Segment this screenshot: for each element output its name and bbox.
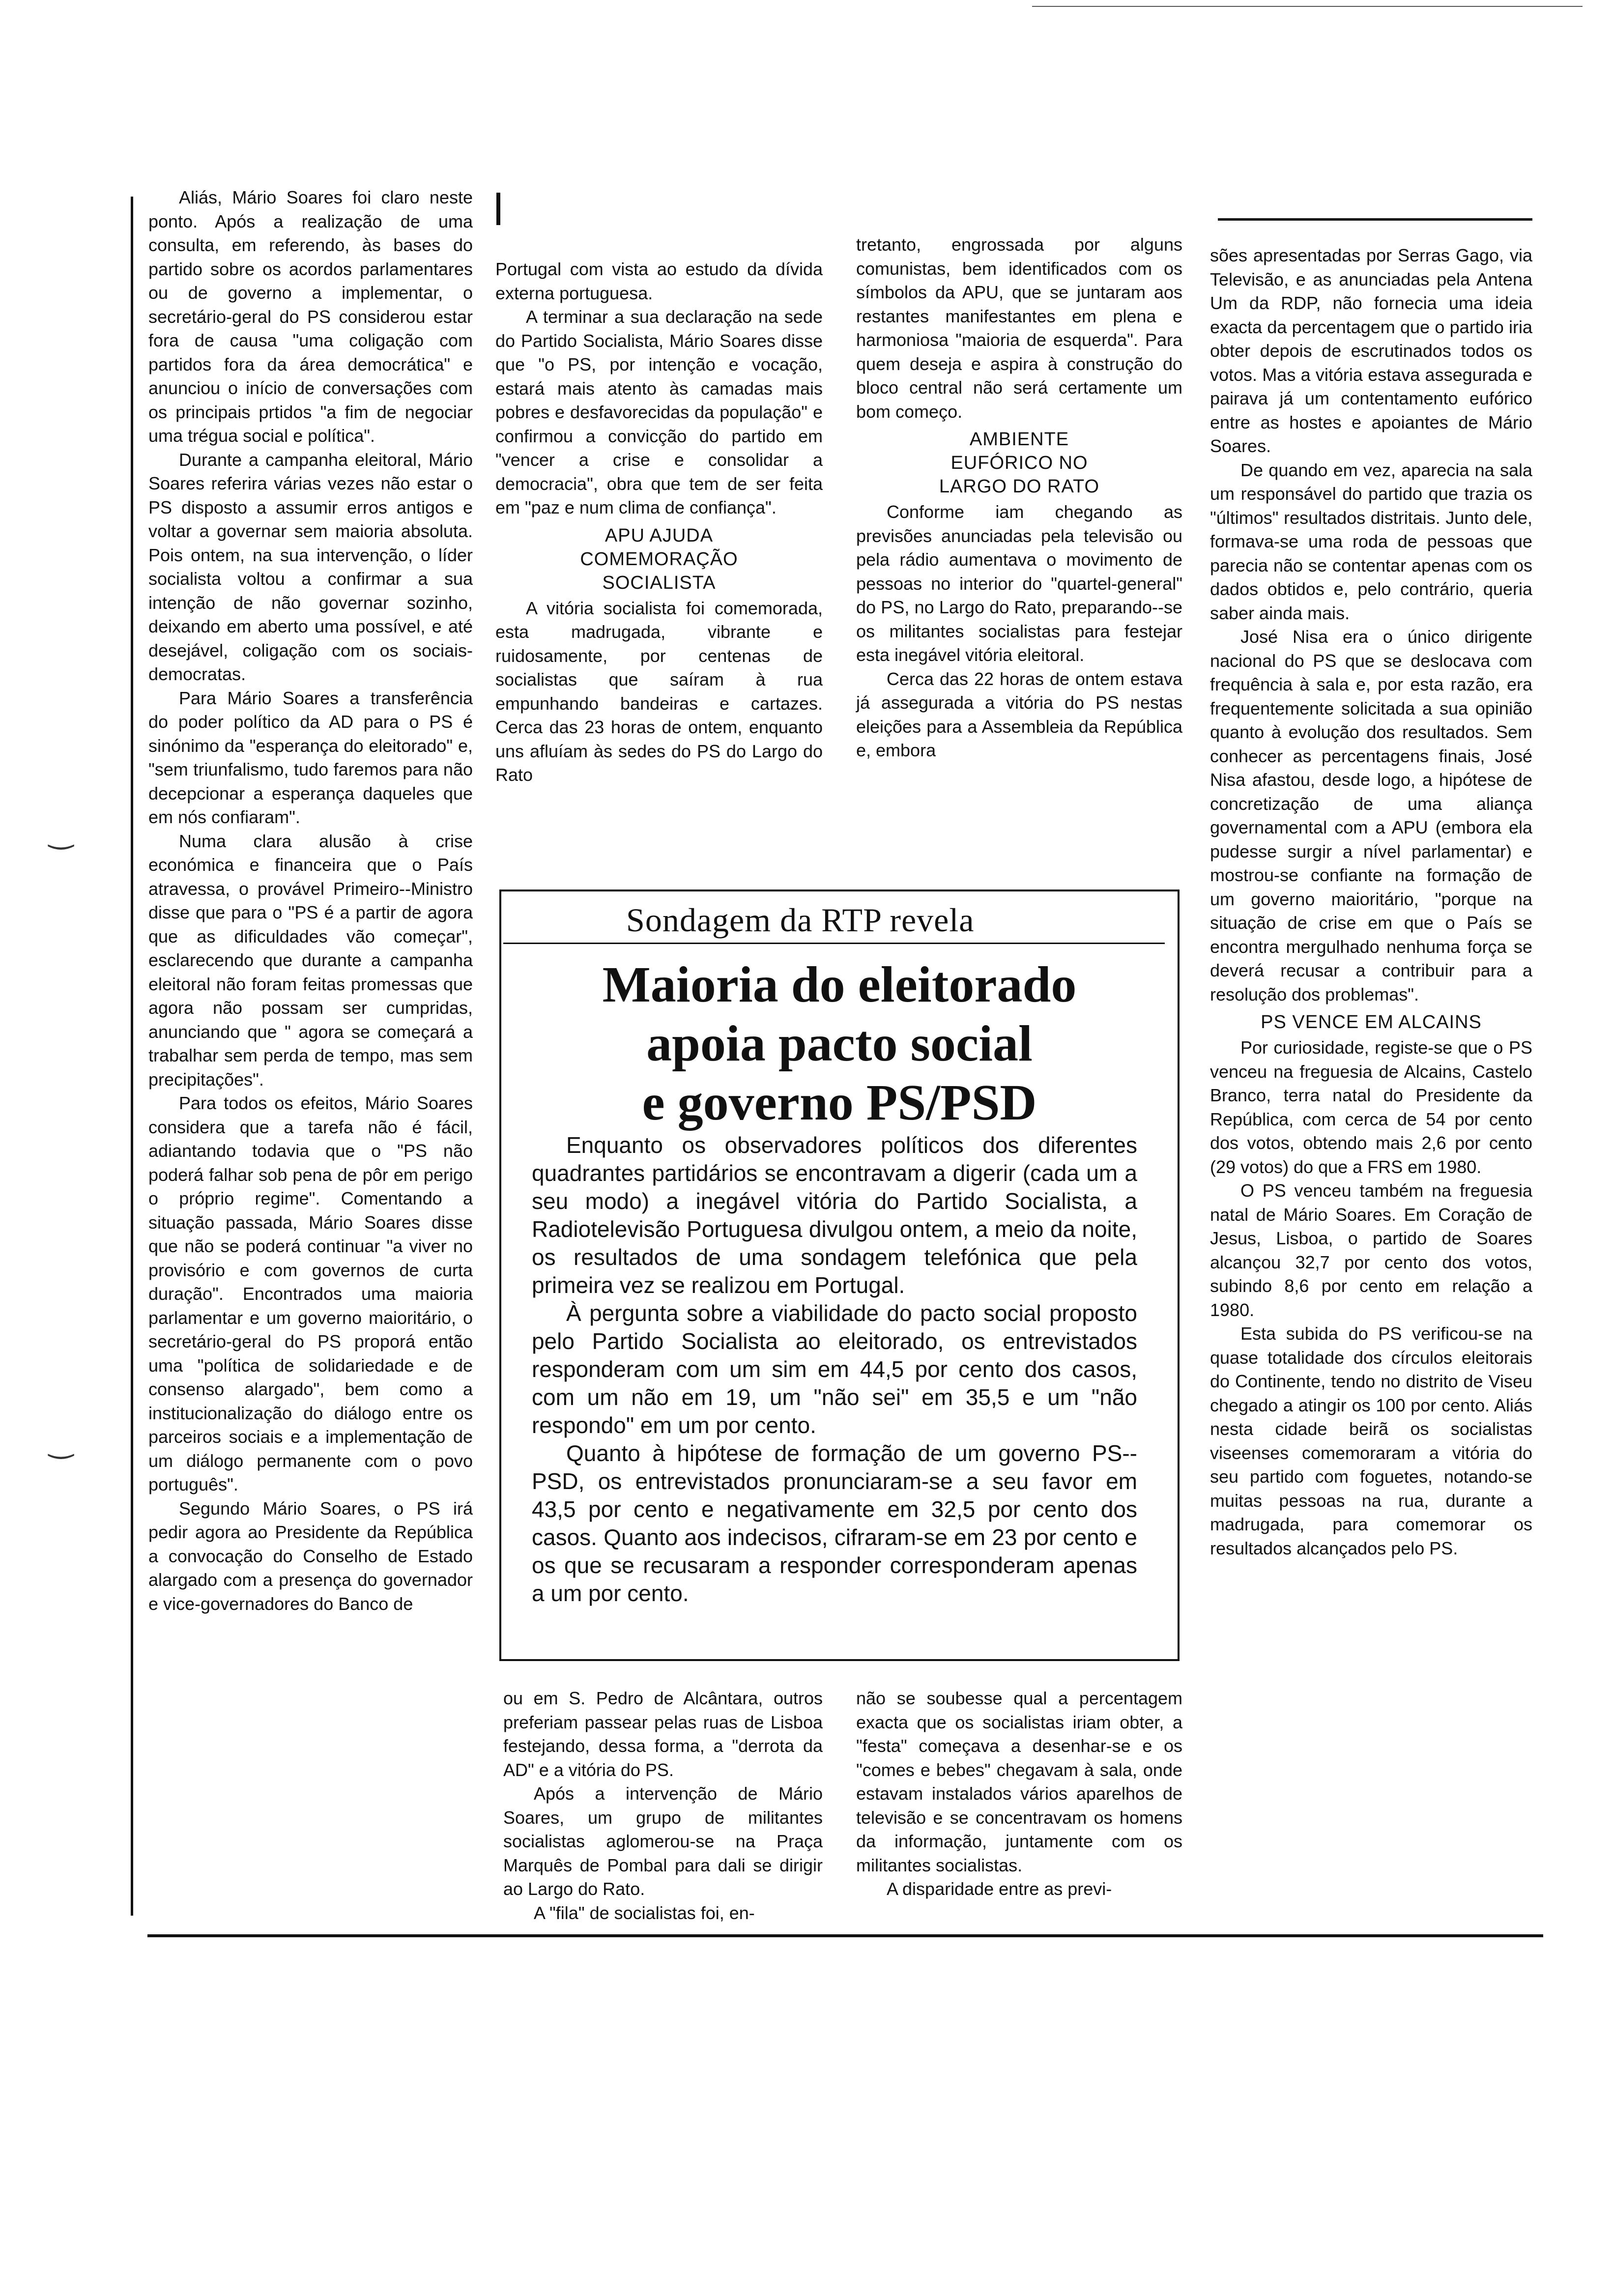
paragraph: Conforme iam chegando as previsões anunciadas pela televisão ou pela rádio aumentava o movimento de pessoas no interior do "quartel-general" do PS, no Largo do Rato, preparando--se os militantes socialistas para festejar esta inegável vitória eleitoral. — [856, 502, 1182, 665]
box-body — [532, 1131, 1137, 1607]
paragraph: tretanto, engrossada por alguns comunistas, bem identificados com os símbolos da APU, que se juntaram aos restantes manifestantes em plena e harmoniosa "maioria de esquerda". Para quem deseja e aspira à construção do bloco central não será certamente um bom começo. — [856, 234, 1182, 422]
paragraph: A terminar a sua declaração na sede do Partido Socialista, Mário Soares disse que "o PS, por intenção e vocação, estará mais atento às camadas mais pobres e desfavorecidas da população" e confirmou a convicção do partido em "vencer a crise e consolidar a democracia", obra que tem de ser feita em "paz e num clima de confiança". — [495, 307, 823, 517]
subheading-line: SOCIALISTA — [602, 572, 716, 593]
paragraph: não se soubesse qual a percentagem exacta que os socialistas iriam obter, a "festa" começava a desenhar-se e os "comes e bebes" chegavam à sala, onde estavam instalados vários aparelhos de televisão e se concentravam os homens da informação, juntamente com os militantes socialistas. — [856, 1688, 1182, 1875]
margin-mark-icon: ‿ — [49, 816, 73, 850]
paragraph: De quando em vez, aparecia na sala um responsável do partido que trazia os "últimos" resultados distritais. Junto dele, formava-se uma roda de pessoas que parecia não se contentar apenas com os dados obtidos e, pelo contrário, queria saber ainda mais. — [1210, 459, 1532, 623]
paragraph: Enquanto os observadores políticos dos diferentes quadrantes partidários se encontravam a digerir (cada um a seu modo) a inegável vitória do Partido Socialista, a Radiotelevisão Portuguesa divulgou ontem, a meio da noite, os resultados de uma sondagem telefónica que pela primeira vez se realizou em Portugal. — [532, 1132, 1137, 1298]
headline-line: e governo PS/PSD — [642, 1074, 1037, 1131]
boxed-article — [499, 890, 1180, 1661]
headline-line: Maioria do eleitorado — [602, 956, 1077, 1013]
paragraph: Para Mário Soares a transferência do poder político da AD para o PS é sinónimo da "esperança do eleitorado" e, "sem triunfalismo, tudo faremos para não decepcionar a esperança daqueles que em nós confiaram". — [148, 688, 473, 827]
page-edge-line — [1032, 6, 1583, 7]
article-column-3-top — [856, 233, 1182, 763]
paragraph: Numa clara alusão à crise económica e financeira que o País atravessa, o provável Primeiro--Ministro disse que para o "PS é a partir de agora que as dificuldades vão começar", esclarecendo que durante a campanha eleitoral não foram feitas promessas que agora não possam ser cumpridas, anunciando que " agora se começará a trabalhar sem perda de tempo, mas sem precipitações". — [148, 831, 473, 1090]
subheading — [495, 524, 823, 595]
article-column-2-bottom — [503, 1687, 823, 1925]
paragraph: Esta subida do PS verificou-se na quase totalidade dos círculos eleitorais do Continente, tendo no distrito de Viseu chegado a atingir os 100 por cento. Aliás nesta cidade beirã os socialistas viseenses comemoraram a vitória do seu partido com foguetes, notando-se muitas pessoas na rua, durante a madrugada, para comemorar os resultados alcançados pelo PS. — [1210, 1323, 1532, 1558]
paragraph: sões apresentadas por Serras Gago, via Televisão, e as anunciadas pela Antena Um da RDP, não fornecia uma ideia exacta da percentagem que o partido iria obter depois de escrutinados todos os votos. Mas a vitória estava assegurada e pairava já um contentamento eufórico entre as hostes e apoiantes de Mário Soares. — [1210, 245, 1532, 456]
column-rule — [131, 197, 133, 1916]
paragraph: Aliás, Mário Soares foi claro neste ponto. Após a realização de uma consulta, em referendo, às bases do partido sobre os acordos parlamentares ou de governo a implementar, o secretário-geral do PS considerou estar fora de causa "uma coligação com partidos fora da área democrática" e anunciou o início de conversações com os principais prtidos "a fim de negociar uma trégua social e política". — [148, 187, 473, 446]
paragraph: Por curiosidade, registe-se que o PS venceu na freguesia de Alcains, Castelo Branco, terra natal do Presidente da República, com cerca de 54 por cento dos votos, obtendo mais 2,6 por cento (29 votos) do que a FRS em 1980. — [1210, 1037, 1532, 1177]
paragraph: Para todos os efeitos, Mário Soares considera que a tarefa não é fácil, adiantando todavia que o "PS não poderá falhar sob pena de pôr em perigo o próprio regime". Comentando a situação passada, Mário Soares disse que não se poderá continuar "a viver no provisório e com governos de curta duração". Encontrados uma maioria parlamentar e um governo maioritário, o secretário-geral do PS proporá então uma "política de solidariedade e de consenso alargado", bem como a institucionalização do diálogo entre os parceiros sociais e a implementação de um diálogo permanente com o povo português". — [148, 1093, 473, 1494]
paragraph: A disparidade entre as previ- — [887, 1879, 1112, 1899]
paragraph: ou em S. Pedro de Alcântara, outros preferiam passear pelas ruas de Lisboa festejando, dessa forma, a "derrota da AD" e a vitória do PS. — [503, 1688, 823, 1780]
paragraph: A "fila" de socialistas foi, en- — [534, 1902, 755, 1923]
subheading-line: AMBIENTE — [969, 429, 1069, 450]
margin-mark-icon: ‿ — [49, 1425, 73, 1460]
article-column-3-bottom — [856, 1687, 1182, 1901]
paragraph: Portugal com vista ao estudo da dívida externa portuguesa. — [495, 259, 823, 303]
paragraph: Segundo Mário Soares, o PS irá pedir agora ao Presidente da República a convocação do Conselho de Estado alargado com a presença do governador e vice-governadores do Banco de — [148, 1498, 473, 1614]
paragraph: A vitória socialista foi comemorada, esta madrugada, vibrante e ruidosamente, por centenas de socialistas que saíram à rua empunhando bandeiras e cartazes. Cerca das 23 horas de ontem, enquanto uns afluíam às sedes do PS do Largo do Rato — [495, 598, 823, 785]
kicker-rule — [503, 943, 1165, 944]
article-column-4 — [1210, 244, 1532, 1560]
paragraph: Quanto à hipótese de formação de um governo PS--PSD, os entrevistados pronunciaram-se a seu favor em 43,5 por cento e negativamente em 32,5 por cento dos casos. Quanto aos indecisos, cifraram-se em 23 por cento e os que se recusaram a responder corresponderam apenas a um por cento. — [532, 1440, 1137, 1606]
subheading-line: EUFÓRICO NO — [950, 453, 1088, 473]
subheading: PS VENCE EM ALCAINS — [1261, 1012, 1482, 1033]
header-rule — [1218, 218, 1532, 221]
article-column-2-top — [495, 258, 823, 787]
subheading-line: APU AJUDA — [604, 525, 714, 546]
paragraph: Durante a campanha eleitoral, Mário Soares referira várias vezes não estar o PS disposto a assumir erros antigos e voltar a governar sem maioria absoluta. Pois ontem, na sua intervenção, o líder socialista voltou a confirmar a sua intenção de não governar sozinho, deixando em aberto uma possível, e até desejável, coligação com os sociais-democratas. — [148, 449, 473, 684]
bottom-rule — [147, 1934, 1543, 1937]
headline-line: apoia pacto social — [646, 1015, 1033, 1072]
paragraph: À pergunta sobre a viabilidade do pacto social proposto pelo Partido Socialista ao eleitorado, os entrevistados responderam com um sim em 44,5 por cento dos casos, com um não em 19, um "não sei" em 35,5 e um "não respondo" em um por cento. — [532, 1300, 1137, 1438]
article-column-1 — [148, 186, 473, 1616]
subheading-line: LARGO DO RATO — [939, 476, 1100, 497]
paragraph: José Nisa era o único dirigente nacional do PS que se deslocava com frequência à sala e, por esta razão, era frequentemente solicitada a sua opinião quanto à evolução dos resultados. Sem conhecer as percentagens finais, José Nisa afastou, desde logo, a hipótese de concretização de uma aliança governamental com a APU (embora ela pudesse surgir a nível parlamentar) e mostrou-se confiante na formação de um governo maioritário, "porque na situação de crise em que o País se encontra mergulhado nenhuma força se deverá recusar a contribuir para a resolução dos problemas". — [1210, 627, 1532, 1004]
paragraph: O PS venceu também na freguesia natal de Mário Soares. Em Coração de Jesus, Lisboa, o partido de Soares alcançou 32,7 por cento dos votos, subindo 8,6 por cento em relação a 1980. — [1210, 1180, 1532, 1320]
subheading-line: COMEMORAÇÃO — [580, 548, 738, 570]
box-kicker: Sondagem da RTP revela — [626, 901, 975, 939]
box-headline — [501, 955, 1178, 1132]
column-top-mark — [496, 193, 500, 225]
paragraph: Após a intervenção de Mário Soares, um grupo de militantes socialistas aglomerou-se na Praça Marquês de Pombal para dali se dirigir ao Largo do Rato. — [503, 1783, 823, 1899]
subheading — [856, 428, 1182, 498]
paragraph: Cerca das 22 horas de ontem estava já assegurada a vitória do PS nestas eleições para a Assembleia da República e, embora — [856, 668, 1182, 760]
